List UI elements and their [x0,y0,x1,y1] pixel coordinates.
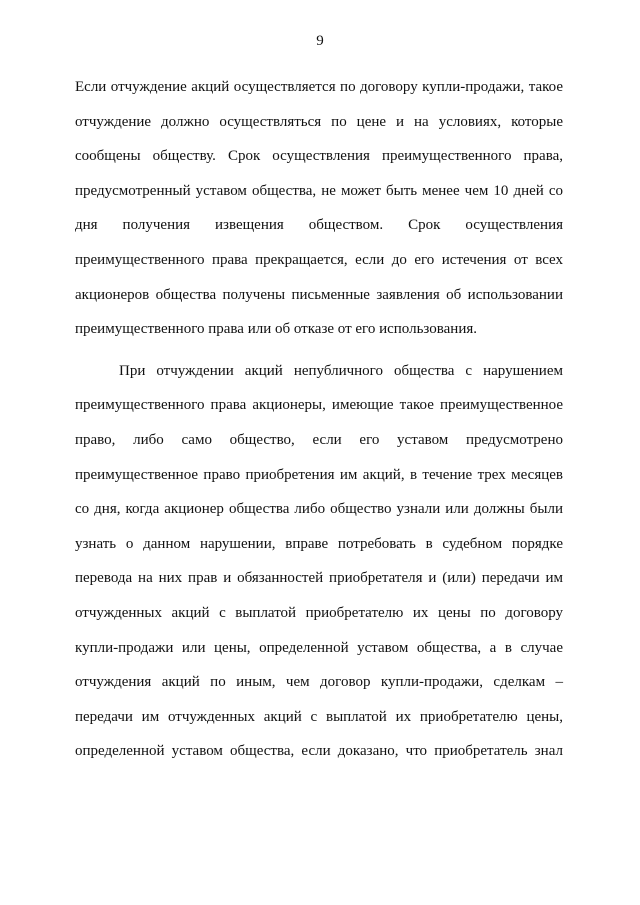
text-line: купли-продажи или цены, определенной уставом общества, а в случае [75,639,563,656]
text-line: отчуждение должно осуществляться по цене и на условиях, которые [75,113,563,130]
document-body [75,70,563,769]
text-line: Если отчуждение акций осуществляется по договору купли-продажи, такое [75,79,563,95]
text-line: предусмотренный уставом общества, не может быть менее чем 10 дней со [75,182,563,199]
text-line: При отчуждении акций непубличного общества с нарушением [119,362,563,379]
text-line: право, либо само общество, если его уставом предусмотрено [75,431,563,448]
text-line: узнать о данном нарушении, вправе потребовать в судебном порядке [75,535,563,552]
text-line: определенной уставом общества, если доказано, что приобретатель знал [75,743,563,760]
page-number: 9 [316,33,324,49]
text-line: перевода на них прав и обязанностей приобретателя и (или) передачи им [75,570,563,587]
text-line: преимущественного права прекращается, если до его истечения от всех [75,251,563,268]
text-line: передачи им отчужденных акций с выплатой их приобретателю цены, [75,708,563,725]
text-line: отчуждения акций по иным, чем договор купли-продажи, сделкам – [75,674,563,691]
text-line: преимущественного права акционеры, имеющие такое преимущественное [75,397,563,414]
paragraph-2 [75,354,563,769]
text-line: отчужденных акций с выплатой приобретателю их цены по договору [75,604,563,621]
text-line: сообщены обществу. Срок осуществления преимущественного права, [75,148,563,165]
text-line: преимущественного права или об отказе от его использования. [75,321,478,338]
text-line: дня получения извещения обществом. Срок осуществления [75,217,563,234]
text-line: преимущественное право приобретения им акций, в течение трех месяцев [75,466,563,483]
text-line: акционеров общества получены письменные заявления об использовании [75,286,563,303]
paragraph-1 [75,70,563,347]
text-line: со дня, когда акционер общества либо общество узнали или должны были [75,501,563,518]
